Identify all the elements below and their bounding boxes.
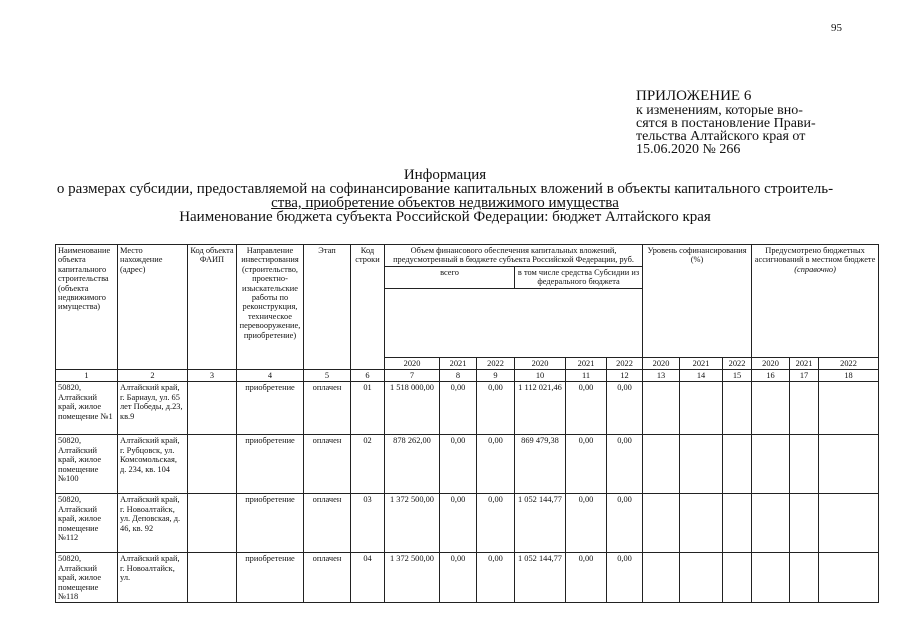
cell-address: Алтайский край, г. Новоалтайск, ул. Деповская, д. 46, кв. 92	[118, 494, 188, 553]
cell-federal-2020: 1 052 144,77	[515, 494, 566, 553]
cell-total-2022: 0,00	[477, 494, 515, 553]
column-number: 11	[566, 370, 607, 382]
header-volume: Объем финансового обеспечения капитальных вложений, предусмотренный в бюджете субъекта Российской Федерации, руб.	[385, 245, 643, 267]
cell-empty	[723, 494, 752, 553]
cell-row-code: 04	[351, 553, 385, 603]
cell-direction: приобретение	[237, 553, 304, 603]
appendix-line: сятся в постановление Прави-	[636, 116, 816, 131]
column-number: 8	[440, 370, 477, 382]
cell-empty	[752, 435, 790, 494]
cell-total-2022: 0,00	[477, 382, 515, 435]
cell-total-2022: 0,00	[477, 435, 515, 494]
cell-address: Алтайский край, г. Рубцовск, ул. Комсомольская, д. 234, кв. 104	[118, 435, 188, 494]
header-cofinancing-level: Уровень софинансирования (%)	[643, 245, 752, 358]
page-number: 95	[831, 22, 842, 34]
cell-total-2021: 0,00	[440, 494, 477, 553]
appendix-title: ПРИЛОЖЕНИЕ 6	[636, 88, 752, 104]
heading-title: Информация	[403, 167, 487, 183]
header-local-budget-text: Предусмотрено бюджетных ассигнований в местном бюджете	[754, 246, 876, 265]
cell-empty	[790, 382, 819, 435]
cell-empty	[819, 494, 879, 553]
cell-empty	[819, 435, 879, 494]
cell-total-2021: 0,00	[440, 435, 477, 494]
cell-direction: приобретение	[237, 435, 304, 494]
cell-empty	[819, 382, 879, 435]
header-row-code: Код строки	[351, 245, 385, 370]
year-header: 2020	[515, 357, 566, 369]
cell-empty	[643, 382, 680, 435]
table-row	[56, 494, 879, 553]
header-faip-code: Код объекта ФАИП	[188, 245, 237, 370]
cell-address: Алтайский край, г. Новоалтайск, ул.	[118, 553, 188, 603]
column-number: 3	[188, 370, 237, 382]
header-local-budget	[752, 245, 879, 358]
column-number: 5	[304, 370, 351, 382]
cell-empty	[680, 553, 723, 603]
cell-direction: приобретение	[237, 494, 304, 553]
cell-empty	[752, 494, 790, 553]
column-number: 2	[118, 370, 188, 382]
cell-empty	[790, 435, 819, 494]
heading-line-1: о размерах субсидии, предоставляемой на софинансирование капитальных вложений в объекты капитального строитель-	[56, 181, 834, 197]
year-header: 2022	[819, 357, 879, 369]
cell-federal-2022: 0,00	[607, 553, 643, 603]
cell-empty	[643, 553, 680, 603]
column-number: 18	[819, 370, 879, 382]
appendix-line: к изменениям, которые вно-	[636, 103, 803, 118]
year-header: 2022	[477, 357, 515, 369]
cell-object-name: 50820, Алтайский край, жилое помещение №112	[56, 494, 118, 553]
column-number: 13	[643, 370, 680, 382]
header-stage: Этап	[304, 245, 351, 370]
cell-faip-code	[188, 382, 237, 435]
cell-total-2020: 1 372 500,00	[385, 494, 440, 553]
column-number: 9	[477, 370, 515, 382]
cell-object-name: 50820, Алтайский край, жилое помещение №100	[56, 435, 118, 494]
cell-total-2022: 0,00	[477, 553, 515, 603]
cell-row-code: 03	[351, 494, 385, 553]
cell-empty	[680, 435, 723, 494]
cell-total-2020: 1 518 000,00	[385, 382, 440, 435]
cell-total-2020: 878 262,00	[385, 435, 440, 494]
column-number: 16	[752, 370, 790, 382]
cell-federal-2021: 0,00	[566, 435, 607, 494]
header-direction: Направление инвестирования (строительство, проектно- изыскательские работы по реконструкция, техническое перевооружение, приобретение)	[237, 245, 304, 370]
cell-federal-2022: 0,00	[607, 494, 643, 553]
cell-federal-2022: 0,00	[607, 435, 643, 494]
cell-federal-2021: 0,00	[566, 553, 607, 603]
cell-empty	[790, 494, 819, 553]
cell-empty	[723, 553, 752, 603]
cell-federal-2022: 0,00	[607, 382, 643, 435]
column-number-row	[56, 370, 879, 382]
year-header: 2020	[752, 357, 790, 369]
document-heading	[30, 168, 860, 224]
cell-empty	[723, 435, 752, 494]
year-header: 2020	[385, 357, 440, 369]
header-federal-subsidy: в том числе средства Субсидии из федерального бюджета	[515, 266, 643, 288]
header-address: Место нахождение (адрес)	[118, 245, 188, 370]
header-object-name: Наименование объекта капитального строительства (объекта недвижимого имущества)	[56, 245, 118, 370]
cell-total-2020: 1 372 500,00	[385, 553, 440, 603]
column-number: 4	[237, 370, 304, 382]
header-spacer	[385, 288, 643, 357]
year-header: 2022	[607, 357, 643, 369]
cell-faip-code	[188, 553, 237, 603]
header-total: всего	[385, 266, 515, 288]
cell-stage: оплачен	[304, 494, 351, 553]
column-number: 10	[515, 370, 566, 382]
year-header: 2021	[566, 357, 607, 369]
cell-object-name: 50820, Алтайский край, жилое помещение №118	[56, 553, 118, 603]
subsidy-table-wrap	[55, 244, 876, 602]
subsidy-table	[55, 244, 879, 603]
heading-line-3: Наименование бюджета субъекта Российской Федерации: бюджет Алтайского края	[179, 209, 711, 225]
cell-stage: оплачен	[304, 382, 351, 435]
cell-stage: оплачен	[304, 435, 351, 494]
year-header: 2020	[643, 357, 680, 369]
heading-line-2: ства, приобретение объектов недвижимого имущества	[271, 195, 619, 211]
cell-empty	[723, 382, 752, 435]
header-reference-note: (справочно)	[794, 264, 836, 274]
year-header: 2021	[440, 357, 477, 369]
cell-total-2021: 0,00	[440, 553, 477, 603]
table-row	[56, 435, 879, 494]
column-number: 6	[351, 370, 385, 382]
table-row	[56, 382, 879, 435]
table-row	[56, 553, 879, 603]
cell-federal-2020: 1 112 021,46	[515, 382, 566, 435]
year-header: 2021	[680, 357, 723, 369]
cell-empty	[752, 553, 790, 603]
column-number: 17	[790, 370, 819, 382]
cell-empty	[680, 494, 723, 553]
cell-faip-code	[188, 494, 237, 553]
cell-empty	[819, 553, 879, 603]
cell-total-2021: 0,00	[440, 382, 477, 435]
cell-federal-2021: 0,00	[566, 382, 607, 435]
column-number: 1	[56, 370, 118, 382]
cell-faip-code	[188, 435, 237, 494]
column-number: 15	[723, 370, 752, 382]
cell-object-name: 50820, Алтайский край, жилое помещение №1	[56, 382, 118, 435]
column-number: 12	[607, 370, 643, 382]
cell-federal-2021: 0,00	[566, 494, 607, 553]
cell-federal-2020: 869 479,38	[515, 435, 566, 494]
appendix-block	[636, 90, 816, 156]
cell-federal-2020: 1 052 144,77	[515, 553, 566, 603]
cell-empty	[643, 494, 680, 553]
cell-empty	[752, 382, 790, 435]
cell-stage: оплачен	[304, 553, 351, 603]
appendix-line: тельства Алтайского края от	[636, 129, 806, 144]
year-header: 2022	[723, 357, 752, 369]
year-header: 2021	[790, 357, 819, 369]
cell-empty	[680, 382, 723, 435]
cell-row-code: 02	[351, 435, 385, 494]
cell-empty	[790, 553, 819, 603]
column-number: 14	[680, 370, 723, 382]
column-number: 7	[385, 370, 440, 382]
cell-row-code: 01	[351, 382, 385, 435]
cell-address: Алтайский край, г. Барнаул, ул. 65 лет Победы, д.23, кв.9	[118, 382, 188, 435]
appendix-line: 15.06.2020 № 266	[636, 142, 741, 157]
cell-empty	[643, 435, 680, 494]
cell-direction: приобретение	[237, 382, 304, 435]
